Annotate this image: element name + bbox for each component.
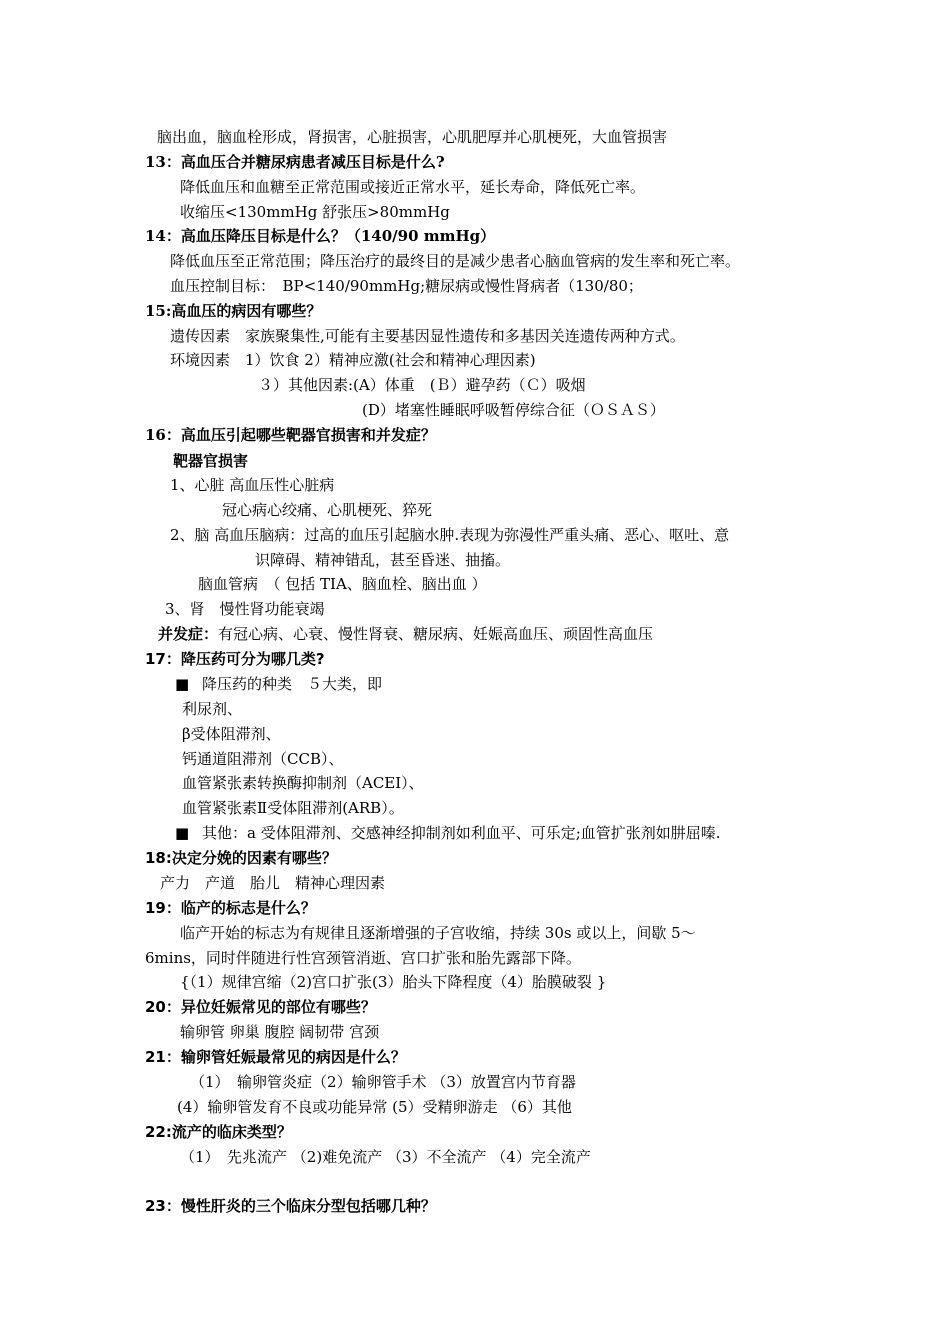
text-line: {（1）规律宫缩（2)宫口扩张(3）胎头下降程度（4）胎膜破裂 } bbox=[180, 973, 607, 991]
text-line: β受体阻滞剂、 bbox=[182, 725, 281, 743]
text-line: （1） 先兆流产 （2)难免流产 （3）不全流产 （4）完全流产 bbox=[180, 1148, 591, 1166]
text-line: (D）堵塞性睡眠呼吸暂停综合征（ＯＳＡＳ） bbox=[362, 401, 665, 419]
text-line: (4）输卵管发育不良或功能异常 (5）受精卵游走 （6）其他 bbox=[177, 1098, 572, 1116]
text-line: 降低血压和血糖至正常范围或接近正常水平，延长寿命，降低死亡率。 bbox=[180, 178, 646, 196]
text-line: 其他：a 受体阻滞剂、交感神经抑制剂如利血平、可乐定;血管扩张剂如肼屈嗪. bbox=[202, 824, 721, 842]
bullet-icon: ■ bbox=[175, 824, 190, 842]
text-line: 6mins，同时伴随进行性宫颈管消逝、宫口扩张和胎先露部下降。 bbox=[145, 949, 581, 967]
question-heading: 21：输卵管妊娠最常见的病因是什么？ bbox=[145, 1048, 406, 1066]
complication-line bbox=[158, 624, 653, 644]
text-line: 血压控制目标： BP<140/90mmHg;糖尿病或慢性肾病者（130/80； bbox=[170, 277, 643, 295]
text-line: 遗传因素 家族聚集性,可能有主要基因显性遗传和多基因关连遗传两种方式。 bbox=[170, 327, 685, 345]
text-line: 产力 产道 胎儿 精神心理因素 bbox=[160, 874, 386, 892]
text-line: 利尿剂、 bbox=[182, 700, 243, 718]
question-heading: 14：高血压降压目标是什么？（140/90 mmHg） bbox=[145, 227, 496, 245]
text-line: （1） 输卵管炎症（2）输卵管手术 （3）放置宫内节育器 bbox=[190, 1073, 576, 1091]
text-line: 识障碍、精神错乱，甚至昏迷、抽搐。 bbox=[255, 551, 511, 569]
text-line: 降低血压至正常范围；降压治疗的最终目的是减少患者心脑血管病的发生率和死亡率。 bbox=[170, 252, 741, 270]
question-heading: 18:决定分娩的因素有哪些？ bbox=[145, 849, 337, 867]
text-line: 脑出血，脑血栓形成，肾损害，心脏损害，心肌肥厚并心肌梗死，大血管损害 bbox=[157, 128, 668, 146]
text-line: 血管紧张素Ⅱ受体阻滞剂(ARB）。 bbox=[182, 799, 404, 817]
question-heading: 16：高血压引起哪些靶器官损害和并发症？ bbox=[145, 426, 436, 444]
question-heading: 23：慢性肝炎的三个临床分型包括哪几种？ bbox=[145, 1197, 436, 1215]
complication-text: 有冠心病、心衰、慢性肾衰、糖尿病、妊娠高血压、顽固性高血压 bbox=[218, 625, 654, 643]
question-heading: 15:高血压的病因有哪些？ bbox=[145, 302, 322, 320]
bullet-icon: ■ bbox=[175, 675, 190, 693]
text-line: 输卵管 卵巢 腹腔 阔韧带 宫颈 bbox=[180, 1023, 380, 1041]
question-heading: 13：高血压合并糖尿病患者减压目标是什么? bbox=[145, 153, 445, 171]
complication-label: 并发症： bbox=[158, 625, 219, 643]
text-line: 脑血管病 （ 包括 TIA、脑血栓、脑出血 ） bbox=[198, 575, 487, 593]
question-heading: 19：临产的标志是什么？ bbox=[145, 899, 316, 917]
text-line: 降压药的种类 ５大类，即 bbox=[202, 675, 383, 693]
text-line: 收缩压<130mmHg 舒张压>80mmHg bbox=[180, 203, 450, 221]
question-heading: 17：降压药可分为哪几类? bbox=[145, 650, 325, 668]
text-line: 1、心脏 高血压性心脏病 bbox=[170, 476, 335, 494]
text-line: ３）其他因素:(A）体重 (Ｂ）避孕药（Ｃ）吸烟 bbox=[258, 376, 586, 394]
text-line: 环境因素 1）饮食 2）精神应激(社会和精神心理因素) bbox=[170, 351, 536, 369]
text-line: 血管紧张素转换酶抑制剂（ACEI）、 bbox=[182, 774, 424, 792]
section-heading: 靶器官损害 bbox=[173, 452, 249, 470]
text-line: 2、脑 高血压脑病：过高的血压引起脑水肿.表现为弥漫性严重头痛、恶心、呕吐、意 bbox=[170, 526, 730, 544]
text-line: 冠心病心绞痛、心肌梗死、猝死 bbox=[222, 501, 433, 519]
question-heading: 20：异位妊娠常见的部位有哪些？ bbox=[145, 998, 376, 1016]
text-line: 3、肾 慢性肾功能衰竭 bbox=[165, 600, 325, 618]
text-line: 钙通道阻滞剂（CCB）、 bbox=[182, 750, 344, 768]
text-line: 临产开始的标志为有规律且逐渐增强的子宫收缩，持续 30s 或以上，间歇 5～ bbox=[180, 924, 696, 942]
question-heading: 22:流产的临床类型？ bbox=[145, 1123, 292, 1141]
